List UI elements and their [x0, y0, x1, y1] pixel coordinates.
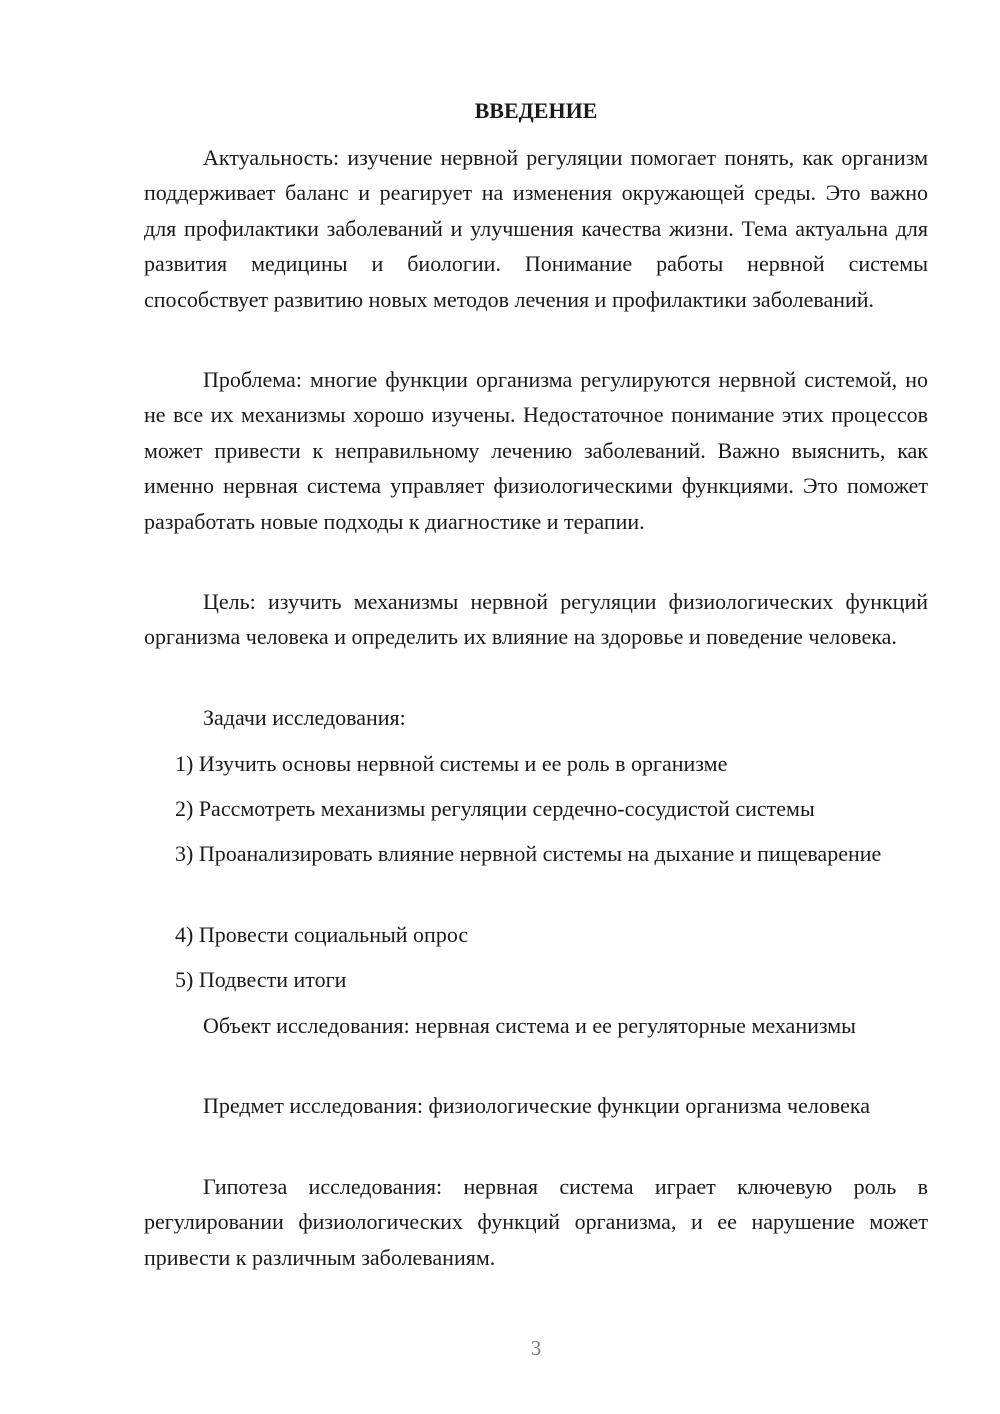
task-item-4: 4) Провести социальный опрос: [175, 922, 469, 947]
problem-paragraph: Проблема: многие функции организма регулируются нервной системой, но не все их механизмы хорошо изучены. Недостаточное понимание этих процессов может привести к неправильному лечению заболеваний. Важно выяснить, как именно нервная система управляет физиологическими функциями. Это поможет разработать новые подходы к диагностике и терапии.: [144, 367, 928, 534]
page-title: ВВЕДЕНИЕ: [474, 98, 598, 123]
task-item-2: 2) Рассмотреть механизмы регуляции сердечно-сосудистой системы: [175, 796, 815, 821]
goal-paragraph: Цель: изучить механизмы нервной регуляции физиологических функций организма человека и определить их влияние на здоровье и поведение человека.: [144, 589, 928, 650]
task-item-1: 1) Изучить основы нервной системы и ее роль в организме: [175, 751, 728, 776]
tasks-title: Задачи исследования:: [203, 705, 406, 730]
relevance-paragraph: Актуальность: изучение нервной регуляции помогает понять, как организм поддерживает баланс и реагирует на изменения окружающей среды. Это важно для профилактики заболеваний и улучшения качества жизни. Тема актуальна для развития медицины и биологии. Понимание работы нервной системы способствует развитию новых методов лечения и профилактики заболеваний.: [144, 145, 928, 312]
task-item-5: 5) Подвести итоги: [175, 967, 347, 992]
task-item-3: 3) Проанализировать влияние нервной системы на дыхание и пищеварение: [175, 841, 882, 866]
object-paragraph: Объект исследования: нервная система и ее регуляторные механизмы: [203, 1013, 856, 1038]
hypothesis-paragraph: Гипотеза исследования: нервная система играет ключевую роль в регулировании физиологических функций организма, и ее нарушение может привести к различным заболеваниям.: [144, 1174, 928, 1270]
subject-paragraph: Предмет исследования: физиологические функции организма человека: [203, 1093, 870, 1118]
page-number: 3: [530, 1336, 542, 1360]
